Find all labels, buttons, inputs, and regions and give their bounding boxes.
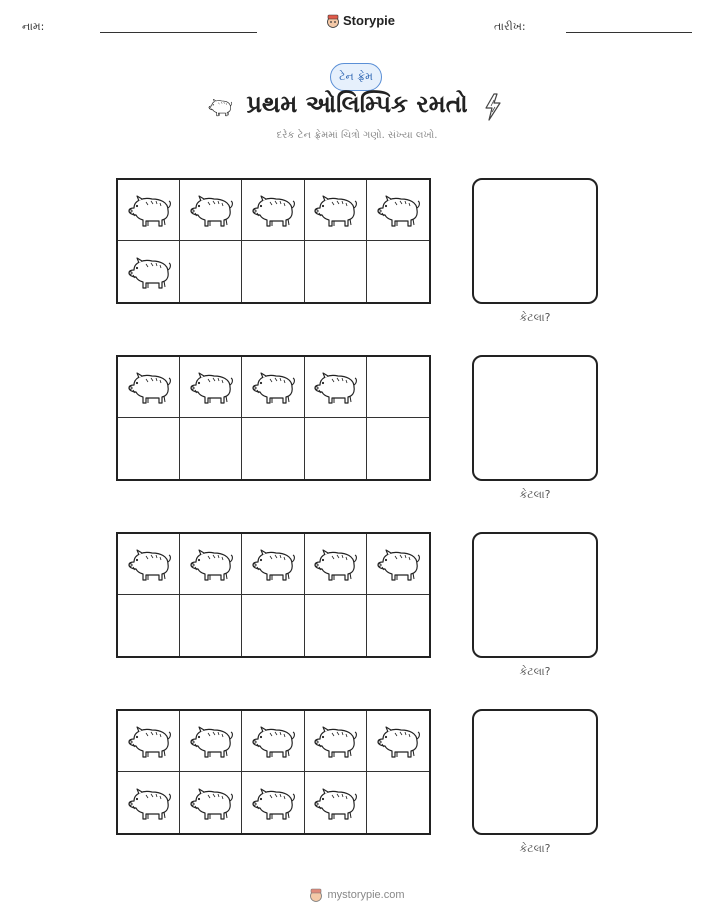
ten-frame-cell	[367, 772, 429, 833]
brand-name: Storypie	[343, 13, 396, 28]
boar-icon	[186, 367, 236, 407]
boar-icon	[248, 190, 298, 230]
ten-frame-cell	[180, 772, 242, 833]
ten-frame-cell	[242, 418, 304, 479]
ten-frame-cell	[305, 534, 367, 595]
ten-frame-cell	[118, 357, 180, 418]
ten-frame-cell	[180, 418, 242, 479]
boar-icon	[248, 367, 298, 407]
answer-box[interactable]	[472, 178, 598, 304]
footer-site: mystorypie.com	[327, 889, 405, 901]
boar-icon	[124, 367, 174, 407]
boar-icon	[186, 544, 236, 584]
boar-icon	[373, 721, 423, 761]
ten-frame-cell	[367, 595, 429, 656]
boar-icon	[310, 367, 360, 407]
footer	[0, 888, 714, 902]
ten-frame-cell	[118, 595, 180, 656]
ten-frame-cell	[367, 534, 429, 595]
boar-icon	[124, 190, 174, 230]
boar-icon	[186, 190, 236, 230]
boar-icon	[248, 721, 298, 761]
ten-frame-cell	[118, 241, 180, 302]
answer-box[interactable]	[472, 532, 598, 658]
boar-icon	[248, 783, 298, 823]
boar-icon	[186, 721, 236, 761]
ten-frame-cell	[367, 180, 429, 241]
boar-icon	[186, 783, 236, 823]
answer-box[interactable]	[472, 355, 598, 481]
brand-logo	[326, 13, 395, 28]
boar-icon	[248, 544, 298, 584]
boar-icon	[373, 190, 423, 230]
ten-frame	[116, 178, 431, 304]
boar-icon	[124, 252, 174, 292]
boar-icon	[310, 721, 360, 761]
ten-frame-cell	[242, 711, 304, 772]
date-line[interactable]	[566, 32, 692, 33]
boar-icon	[124, 783, 174, 823]
date-label: તારીખ:	[494, 20, 526, 33]
how-many-label: કેટલા?	[519, 488, 551, 501]
ten-frame-cell	[180, 595, 242, 656]
ten-frame-cell	[118, 772, 180, 833]
name-line[interactable]	[100, 32, 257, 33]
ten-frame-cell	[242, 595, 304, 656]
ten-frame-cell	[242, 241, 304, 302]
ten-frame-cell	[367, 357, 429, 418]
storypie-mascot-icon	[309, 888, 323, 902]
boar-icon	[373, 544, 423, 584]
boar-icon	[310, 190, 360, 230]
how-many-label: કેટલા?	[519, 842, 551, 855]
boar-icon	[124, 721, 174, 761]
ten-frame-cell	[242, 357, 304, 418]
ten-frame	[116, 355, 431, 481]
how-many-label: કેટલા?	[519, 311, 551, 324]
storypie-mascot-icon	[326, 14, 340, 28]
ten-frame-cell	[305, 595, 367, 656]
ten-frame	[116, 532, 431, 658]
answer-box[interactable]	[472, 709, 598, 835]
boar-icon	[310, 783, 360, 823]
ten-frame-cell	[180, 534, 242, 595]
ten-frame-cell	[180, 711, 242, 772]
ten-frame-cell	[367, 711, 429, 772]
name-label: નામ:	[22, 20, 45, 33]
ten-frame-cell	[305, 180, 367, 241]
ten-frame-cell	[305, 772, 367, 833]
topic-badge: ટેન ફ્રેમ	[330, 63, 382, 91]
ten-frame-cell	[242, 534, 304, 595]
ten-frame-cell	[305, 241, 367, 302]
page-title: પ્રથમ ઓલિમ્પિક રમતો	[246, 90, 468, 118]
ten-frame-cell	[118, 180, 180, 241]
ten-frame-cell	[118, 711, 180, 772]
ten-frame-cell	[367, 418, 429, 479]
ten-frame	[116, 709, 431, 835]
ten-frame-cell	[118, 534, 180, 595]
ten-frame-cell	[305, 357, 367, 418]
ten-frame-cell	[180, 357, 242, 418]
ten-frame-cell	[180, 180, 242, 241]
ten-frame-cell	[305, 711, 367, 772]
boar-icon	[124, 544, 174, 584]
how-many-label: કેટલા?	[519, 665, 551, 678]
ten-frame-cell	[242, 772, 304, 833]
ten-frame-cell	[367, 241, 429, 302]
ten-frame-cell	[118, 418, 180, 479]
boar-icon	[310, 544, 360, 584]
ten-frame-cell	[242, 180, 304, 241]
ten-frame-cell	[305, 418, 367, 479]
ten-frame-cell	[180, 241, 242, 302]
lightning-icon	[482, 92, 504, 122]
instructions: દરેક ટેન ફ્રેમમાં ચિત્રો ગણો. સંખ્યા લખો.	[276, 130, 438, 141]
